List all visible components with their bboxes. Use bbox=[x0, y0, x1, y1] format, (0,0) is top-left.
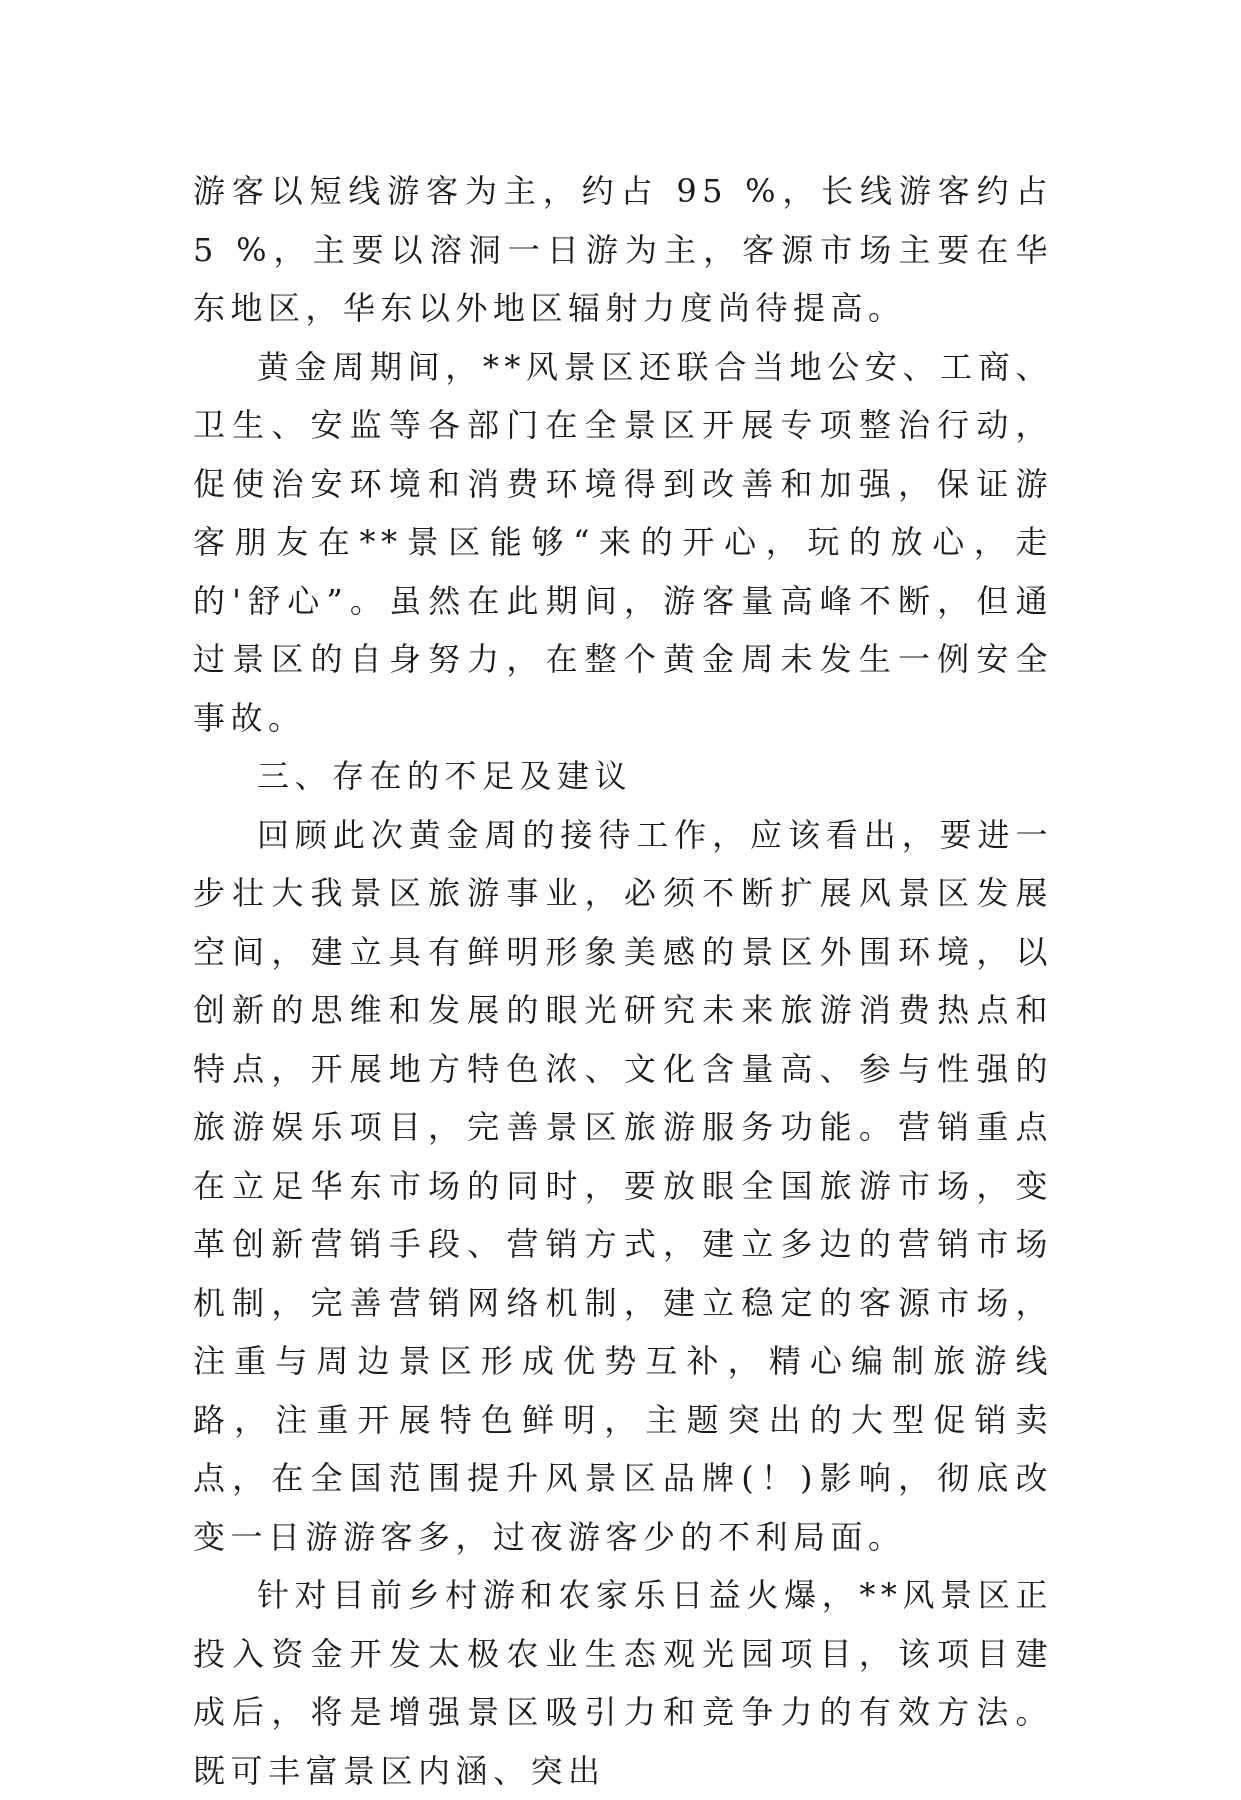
section-heading-shortcomings: 三、存在的不足及建议 bbox=[257, 757, 633, 795]
paragraph-tourist-source: 游客以短线游客为主，约占 95 %，长线游客约占 5 %，主要以溶洞一日游为主，客源市场主要在华东地区，华东以外地区辐射力度尚待提高。 bbox=[193, 172, 1053, 327]
document-body bbox=[193, 162, 1053, 1800]
paragraph-rural-tourism: 针对目前乡村游和农家乐日益火爆，**风景区正投入资金开发太极农业生态观光园项目，该项目建成后，将是增强景区吸引力和竞争力的有效方法。既可丰富景区内涵、突出 bbox=[193, 1576, 1053, 1790]
paragraph-review-suggestions: 回顾此次黄金周的接待工作，应该看出，要进一步壮大我景区旅游事业，必须不断扩展风景区发展空间，建立具有鲜明形象美感的景区外围环境，以创新的思维和发展的眼光研究未来旅游消费热点和特点，开展地方特色浓、文化含量高、参与性强的旅游娱乐项目，完善景区旅游服务功能。营销重点在立足华东市场的同时，要放眼全国旅游市场，变革创新营销手段、营销方式，建立多边的营销市场机制，完善营销网络机制，建立稳定的客源市场，注重与周边景区形成优势互补，精心编制旅游线路，注重开展特色鲜明，主题突出的大型促销卖点，在全国范围提升风景区品牌(！)影响，彻底改变一日游游客多，过夜游客少的不利局面。 bbox=[193, 815, 1053, 1556]
paragraph-golden-week-safety: 黄金周期间，**风景区还联合当地公安、工商、卫生、安监等各部门在全景区开展专项整治行动，促使治安环境和消费环境得到改善和加强，保证游客朋友在**景区能够“来的开心，玩的放心，走的'舒心”。虽然在此期间，游客量高峰不断，但通过景区的自身努力，在整个黄金周未发生一例安全事故。 bbox=[193, 347, 1053, 737]
